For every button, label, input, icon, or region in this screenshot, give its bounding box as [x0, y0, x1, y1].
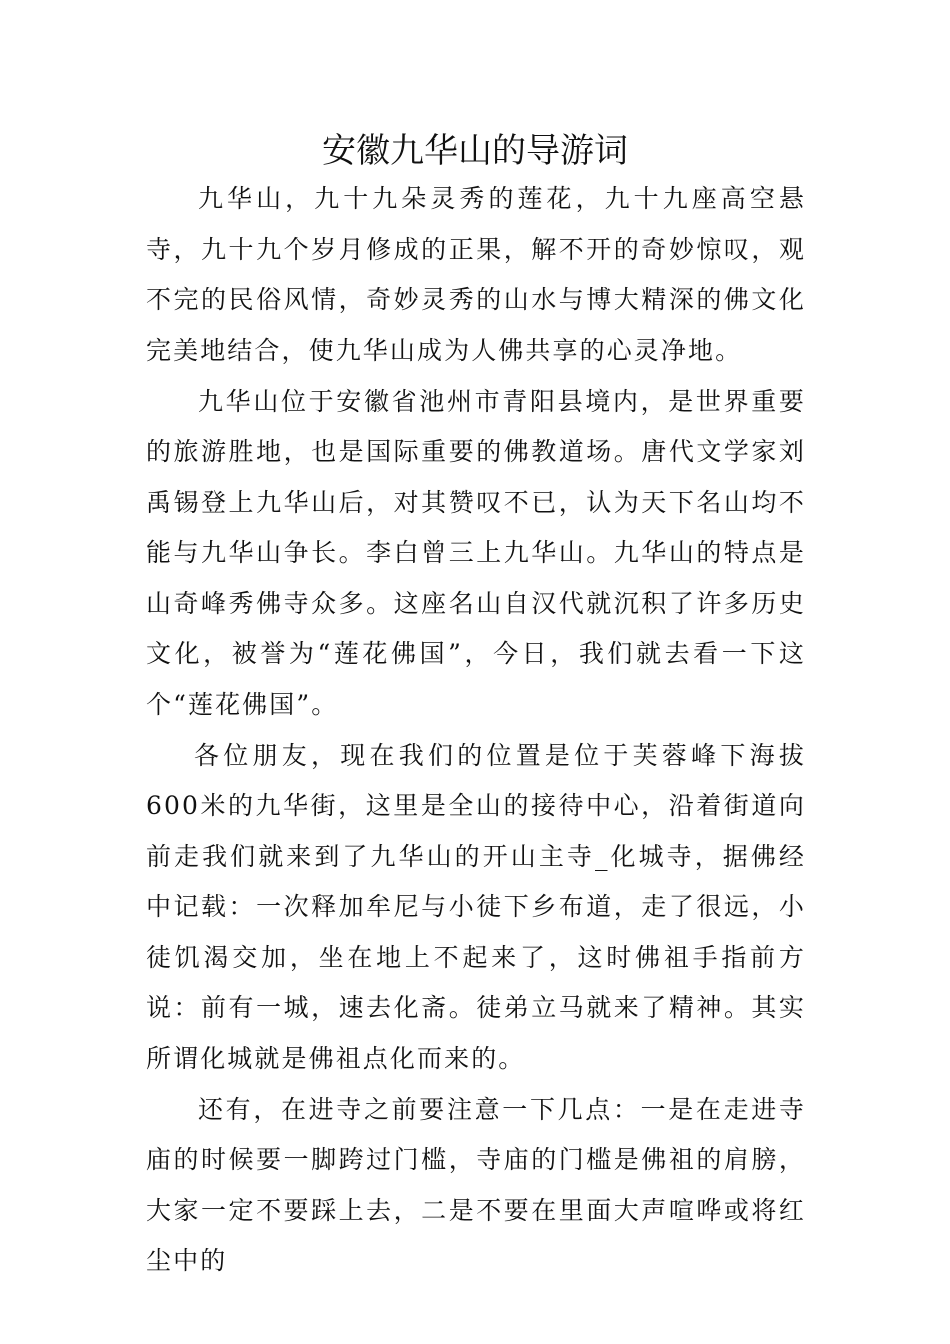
paragraph-huacheng-temple: 各位朋友，现在我们的位置是位于芙蓉峰下海拔600米的九华街，这里是全山的接待中心，沿着街道向前走我们就来到了九华山的开山主寺_化城寺，据佛经中记载：一次释加牟尼与小徒下乡布道，走了很远，小徒饥渴交加，坐在地上不起来了，这时佛祖手指前方说：前有一城，速去化斋。徒弟立马就来了精神。其实所谓化城就是佛祖点化而来的。: [146, 740, 806, 1073]
paragraph-intro: 九华山，九十九朵灵秀的莲花，九十九座高空悬寺，九十九个岁月修成的正果，解不开的奇妙惊叹，观不完的民俗风情，奇妙灵秀的山水与博大精深的佛文化完美地结合，使九华山成为人佛共享的心灵净地。: [146, 184, 806, 365]
document-title: 安徽九华山的导游词: [322, 131, 628, 171]
paragraph-location: 九华山位于安徽省池州市青阳县境内，是世界重要的旅游胜地，也是国际重要的佛教道场。唐代文学家刘禹锡登上九华山后，对其赞叹不已，认为天下名山均不能与九华山争长。李白曾三上九华山。九华山的特点是山奇峰秀佛寺众多。这座名山自汉代就沉积了许多历史文化，被誉为“莲花佛国”，今日，我们就去看一下这个“莲花佛国”。: [146, 386, 806, 719]
paragraph-temple-etiquette: 还有，在进寺之前要注意一下几点：一是在走进寺庙的时候要一脚跨过门槛，寺庙的门槛是佛祖的肩膀，大家一定不要踩上去，二是不要在里面大声喧哗或将红尘中的: [146, 1094, 806, 1275]
document-body: [146, 174, 806, 1287]
